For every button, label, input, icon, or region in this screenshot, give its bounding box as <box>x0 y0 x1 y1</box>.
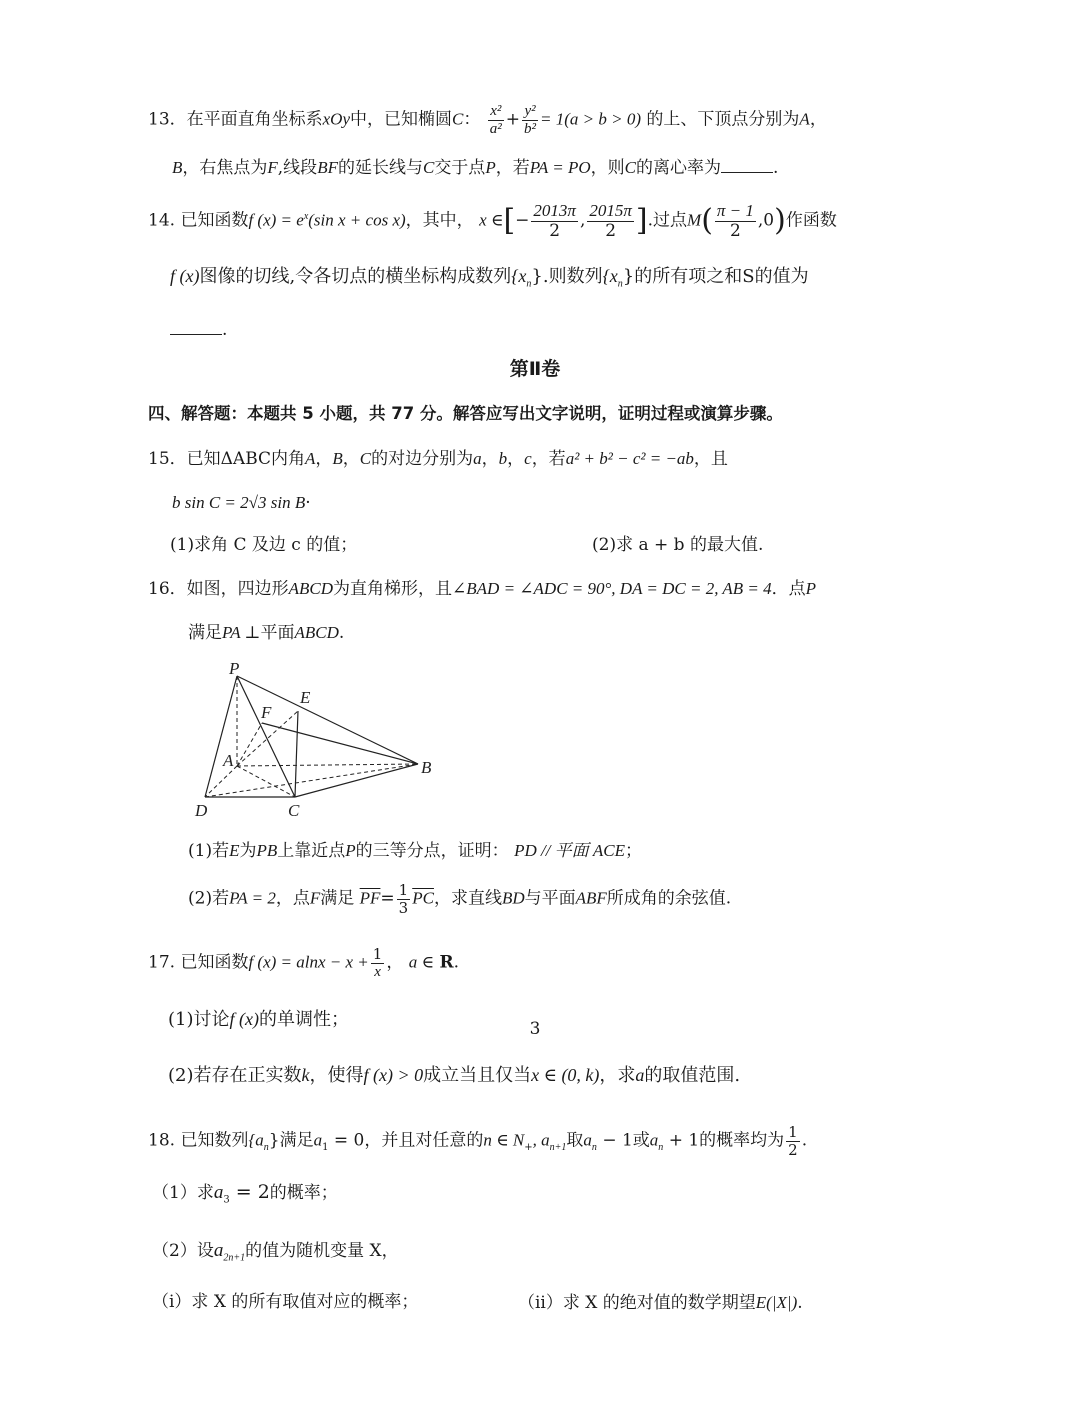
q18-text: 的概率； <box>269 1183 338 1203</box>
q18-sub: n <box>591 1141 597 1153</box>
q13-text: ，若 <box>495 158 530 178</box>
q16-number: 16． <box>148 579 187 599</box>
q14-close: } <box>622 266 635 287</box>
q16-text: ．点 <box>771 579 806 599</box>
edge-pd <box>205 676 237 797</box>
q14-fb-den: 2 <box>605 220 617 241</box>
q18-a1-sub: 1 <box>322 1141 329 1153</box>
q16-bd: BD <box>501 888 525 908</box>
q14-bracket-right: ] <box>635 203 648 239</box>
q16-text: 的三等分点，证明： <box>355 841 509 861</box>
page-number: 3 <box>529 1019 541 1039</box>
q16-text: 为 <box>239 841 257 861</box>
q17-a-in: a ∈ <box>408 952 435 972</box>
q14-n: n <box>526 278 532 290</box>
q16-abf: ABF <box>575 888 607 908</box>
label-b: B <box>421 758 432 777</box>
q16-part2 <box>188 882 731 916</box>
q17-x-int: x ∈ (0, k) <box>531 1065 600 1085</box>
q14-fm-num: π − 1 <box>716 201 754 220</box>
q16-text: 上靠近点 <box>277 841 346 861</box>
q13-line1 <box>148 103 827 137</box>
edge-ad <box>205 766 237 797</box>
q15-b: B <box>332 449 343 468</box>
q17-frac <box>371 946 385 980</box>
q15-c: C <box>359 449 372 468</box>
q14-bracket-left: [ <box>503 203 516 239</box>
label-c: C <box>288 801 300 820</box>
q16-text: ，求直线 <box>433 888 502 909</box>
q14-frac-m <box>715 202 756 240</box>
q16-p: P <box>805 579 817 598</box>
q18-minus-one: − 1 <box>596 1130 633 1151</box>
edge-fb <box>262 723 418 764</box>
q13-frac2-num: y² <box>522 103 538 121</box>
q18-plus-sub: + <box>524 1141 533 1153</box>
q18-frac-half <box>786 1124 800 1158</box>
q13-text: 中，已知椭圆 <box>350 109 453 130</box>
q18-text: 取 <box>566 1130 584 1151</box>
q16-end: . <box>338 623 345 643</box>
q18-a: a <box>649 1130 659 1150</box>
label-a: A <box>223 751 234 770</box>
q14-xn: {x <box>511 266 527 286</box>
q14-exp: x <box>303 211 309 223</box>
q14-frac-b <box>587 202 634 240</box>
q16-eq: ∠BAD = ∠ADC = 90°, DA = DC = 2, AB = 4 <box>452 579 772 598</box>
q18-part-i: （i）求 X 的所有取值对应的概率； <box>152 1292 419 1312</box>
q18-text: 满足 <box>279 1130 314 1151</box>
q13-frac-x <box>488 103 504 137</box>
q15-end: · <box>305 493 311 513</box>
q17-a: a <box>635 1065 645 1085</box>
q14-end: . <box>222 320 228 340</box>
q15-eq: a² + b² − c² = −ab <box>565 449 694 468</box>
q18-plus-one: + 1 <box>663 1130 700 1151</box>
q15-part2: (2)求 a + b 的最大值. <box>592 535 764 555</box>
q17-fden: x <box>374 963 381 980</box>
q14-fb-num: 2015π <box>589 201 632 220</box>
q16-line1 <box>148 580 816 598</box>
q18-an: {a <box>248 1130 264 1150</box>
q13-c: C <box>452 109 464 129</box>
q16-line2 <box>188 624 344 642</box>
q16-text: 满足 <box>320 888 355 909</box>
q14-close: } <box>531 266 543 287</box>
q17-text: 已知函数 <box>180 952 249 973</box>
q18-comma-a: , a <box>532 1130 550 1150</box>
q13-b: B <box>172 158 183 177</box>
q17-k: k <box>301 1065 310 1085</box>
q14-fm-den: 2 <box>729 220 741 241</box>
q13-text: 交于点 <box>434 158 486 178</box>
q13-pa-po: PA = PO <box>529 158 591 177</box>
q13-eq: = 1(a > b > 0) <box>540 109 642 129</box>
q14-text: 图像的切线,令各切点的横坐标构成数列 <box>199 266 512 287</box>
q16-text: 所成角的余弦值. <box>606 888 732 909</box>
q18-part1 <box>152 1183 338 1205</box>
q16-pd-ace: PD // 平面 ACE <box>514 841 626 860</box>
q13-text: 的上、下顶点分别为 <box>646 109 800 130</box>
q18-an-close: } <box>268 1130 280 1151</box>
q17-text: (1)讨论 <box>168 1009 230 1030</box>
q17-fpos: f (x) > 0 <box>363 1065 424 1085</box>
q17-part2 <box>168 1066 740 1085</box>
q18-a3: a <box>213 1182 224 1203</box>
q16-part1 <box>188 842 642 860</box>
q18-expectation: E(|X|) <box>755 1293 798 1312</box>
q18-a1: a <box>313 1130 323 1150</box>
q14-fx: f (x) = e <box>248 210 304 230</box>
q14-frac-a <box>531 202 578 240</box>
q15-line2 <box>172 494 311 512</box>
q15-text: ，且 <box>693 449 728 469</box>
q17-end: . <box>453 952 460 973</box>
q15-comma: ， <box>315 449 333 469</box>
q13-frac1-num: x² <box>488 103 504 121</box>
q18-hnum: 1 <box>788 1123 798 1141</box>
q14-text: 的所有项之和S的值为 <box>634 266 809 287</box>
q18-part2 <box>152 1241 399 1263</box>
q18-text: （ii）求 X 的绝对值的数学期望 <box>518 1293 756 1313</box>
q13-line2 <box>172 158 778 177</box>
q18-end: . <box>797 1293 803 1313</box>
q18-number: 18. <box>148 1130 176 1151</box>
q16-pb: PB <box>256 841 278 860</box>
q18-text: 的概率均为 <box>699 1130 785 1151</box>
q16-text: 为直角梯形，且 <box>333 579 453 599</box>
q16-text: 与平面 <box>524 888 576 909</box>
edge-cb <box>295 764 418 797</box>
q16-e: E <box>229 841 240 860</box>
label-f: F <box>261 703 272 722</box>
q14-line1 <box>148 202 837 240</box>
q16-text: ； <box>625 841 643 861</box>
q16-abcd: ABCD <box>288 579 334 598</box>
q14-x-in: x ∈ <box>479 210 504 230</box>
q13-text: ,线段 <box>277 158 318 178</box>
q13-colon: ： <box>463 109 481 130</box>
q14-paren-left: ( <box>701 203 713 239</box>
q18-hden: 2 <box>788 1140 798 1159</box>
q14-line3 <box>170 320 227 339</box>
q13-frac2-den: b² <box>524 120 537 137</box>
q13-c: C <box>624 158 636 177</box>
q13-number: 13． <box>148 109 187 130</box>
q16-vec-pf: $\overline{PF}$ <box>359 888 381 908</box>
q13-a: A <box>799 109 810 129</box>
edge-af <box>237 723 262 766</box>
edge-ec <box>295 711 298 797</box>
q16-frac-third <box>397 882 411 916</box>
q18-part-ii <box>518 1294 803 1312</box>
q18-sub: n <box>658 1141 664 1153</box>
q14-fa-num: 2013π <box>533 201 576 220</box>
q16-p: P <box>345 841 356 860</box>
q13-answer-blank <box>721 158 773 173</box>
q13-text: ，右焦点为 <box>182 158 268 178</box>
q14-n: n <box>617 278 623 290</box>
q14-number: 14. <box>148 210 176 231</box>
q17-reals: R <box>439 952 454 973</box>
q18-a2n1: a <box>213 1240 224 1261</box>
q16-abcd: ABCD <box>294 623 339 642</box>
q17-text: ， <box>386 952 404 973</box>
pyramid-figure <box>190 658 450 828</box>
q13-end: . <box>772 158 779 178</box>
q18-line1 <box>148 1124 807 1158</box>
q14-paren-right: ) <box>774 203 786 239</box>
q13-text: 的延长线与 <box>337 158 423 178</box>
q18-an-sub: n <box>263 1141 269 1153</box>
q14-text: .则数列 <box>542 266 603 287</box>
q15-text: 的对边分别为 <box>371 449 474 469</box>
q17-fnum: 1 <box>372 945 383 963</box>
q14-answer-blank <box>170 320 222 335</box>
q15-comma: ， <box>507 449 525 469</box>
q18-n-in: n ∈ N <box>483 1130 525 1150</box>
q18-n1-sub: n+1 <box>549 1141 567 1153</box>
q13-frac-y <box>522 103 538 137</box>
q13-xoy: xOy <box>322 109 351 129</box>
q14-m-rest: ,0 <box>757 210 775 231</box>
q15-text: ，若 <box>531 449 566 469</box>
q18-text: 的值为随机变量 X， <box>245 1241 399 1261</box>
q13-plus: + <box>505 109 521 130</box>
q17-text: ，求 <box>599 1065 636 1086</box>
q13-bf: BF <box>317 158 338 177</box>
q16-vec-pc: $\overline{PC}$ <box>412 888 434 908</box>
q16-text: 平面 <box>260 623 295 643</box>
q13-p: P <box>485 158 496 177</box>
q16-text: 如图，四边形 <box>186 579 289 599</box>
edge-ab <box>237 764 418 766</box>
q18-a3-sub: 3 <box>223 1194 230 1206</box>
q16-pa: PA ⊥ <box>222 623 261 642</box>
label-p: P <box>229 659 240 678</box>
q14-text: 已知函数 <box>180 210 249 231</box>
q14-text: 作函数 <box>785 210 837 231</box>
q16-text: ，点 <box>275 888 310 909</box>
q17-text: (2)若存在正实数 <box>168 1065 302 1086</box>
q15-a: A <box>305 449 316 468</box>
q15-eq2: b sin C = 2√3 sin B <box>172 493 306 512</box>
q15-text: 已知ΔABC内角 <box>186 449 306 469</box>
q13-comma: ， <box>809 109 827 130</box>
q17-number: 17. <box>148 952 176 973</box>
q15-comma: ， <box>481 449 499 469</box>
q13-frac1-den: a² <box>489 120 502 137</box>
q16-f: F <box>309 888 321 908</box>
q14-xn: {x <box>602 266 618 286</box>
q17-text: 的单调性； <box>258 1009 349 1030</box>
q18-text: （1）求 <box>152 1183 214 1203</box>
q18-text: 或 <box>632 1130 650 1151</box>
q14-f: f (x) <box>170 266 200 286</box>
q13-c: C <box>422 158 435 177</box>
q18-a3-eq: = 2 <box>229 1181 270 1203</box>
q16-eq-sign: = <box>380 888 395 909</box>
q18-text: （2）设 <box>152 1241 214 1261</box>
q14-text: ，其中， <box>405 210 474 231</box>
section-title: 第Ⅱ卷 <box>509 358 561 380</box>
q18-text: ，并且对任意的 <box>364 1130 484 1151</box>
q13-text: 在平面直角坐标系 <box>186 109 323 130</box>
q14-m: M <box>687 210 702 230</box>
section-four-heading: 四、解答题：本题共 5 小题，共 77 分。解答应写出文字说明，证明过程或演算步骤。 <box>148 404 783 423</box>
q13-text: ，则 <box>590 158 625 178</box>
q14-line2 <box>170 267 809 290</box>
q15-part1: (1)求角 C 及边 c 的值； <box>170 535 358 555</box>
q15-number: 15． <box>148 449 187 469</box>
q15-side-a: a <box>473 449 482 468</box>
q17-text: ，使得 <box>309 1065 364 1086</box>
q14-text: .过点 <box>647 210 688 231</box>
q15-side-b: b <box>498 449 508 468</box>
q17-text: 成立当且仅当 <box>423 1065 532 1086</box>
edge-ac <box>237 766 295 797</box>
q14-minus: − <box>515 210 530 231</box>
label-e: E <box>300 688 311 707</box>
q17-line1 <box>148 946 459 980</box>
q18-a1-eq: = 0 <box>328 1130 365 1151</box>
edge-pc <box>237 676 295 797</box>
q16-text: (2)若 <box>188 888 230 909</box>
label-d: D <box>195 801 208 820</box>
q18-a2n1-sub: 2n+1 <box>223 1252 246 1264</box>
q17-fx: f (x) = alnx − x + <box>248 952 369 972</box>
q16-text: (1)若 <box>188 841 230 861</box>
q16-text: 满足 <box>188 623 222 643</box>
q17-f: f (x) <box>229 1009 259 1029</box>
q14-fa-den: 2 <box>549 220 561 241</box>
q16-fnum: 1 <box>398 881 409 899</box>
q15-comma: ， <box>342 449 360 469</box>
q13-text: 的离心率为 <box>635 158 721 178</box>
q17-text: 的取值范围. <box>644 1065 741 1086</box>
q13-f: F <box>267 158 278 177</box>
q18-a: a <box>583 1130 592 1150</box>
q18-text: 已知数列 <box>180 1130 249 1151</box>
q16-fden: 3 <box>398 898 409 917</box>
q14-comma: , <box>579 210 586 231</box>
q18-end: . <box>801 1130 808 1151</box>
q14-paren: (sin x + cos x) <box>308 210 406 230</box>
q15-line1 <box>148 450 728 468</box>
q16-pa-eq: PA = 2 <box>229 888 276 908</box>
q15-side-c: c <box>524 449 532 468</box>
